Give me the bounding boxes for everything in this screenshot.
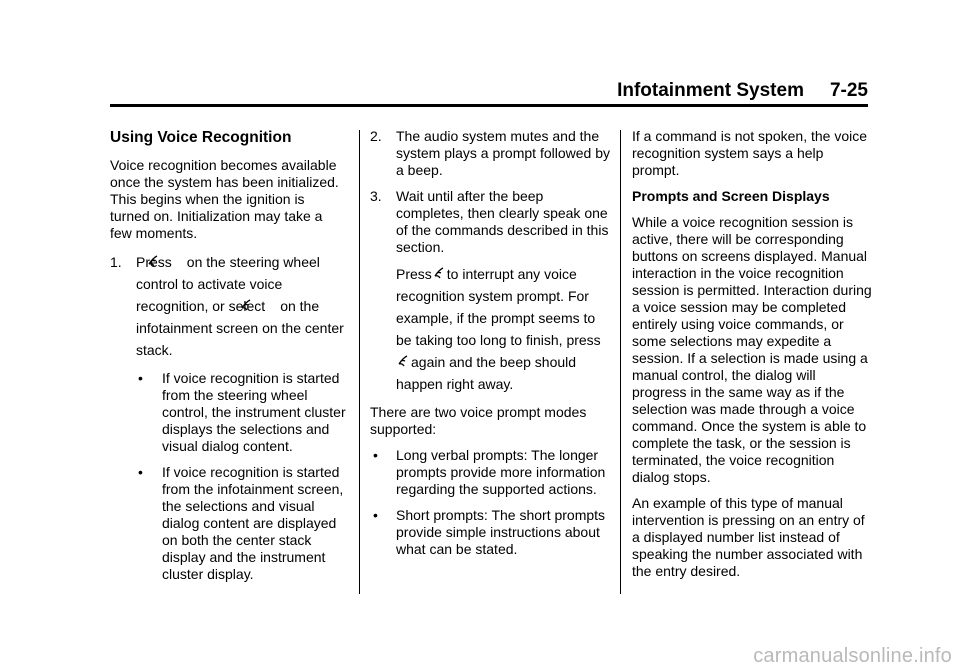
watermark: carmanualsonline.info (753, 645, 952, 667)
bullet-icon: • (138, 370, 143, 386)
paragraph-text: Press (396, 266, 432, 282)
voice-recognition-icon (173, 252, 185, 266)
column-divider-right (620, 130, 621, 594)
intro-paragraph: Voice recognition becomes available once the system has been initialized. This begins when the ignition is turned on. Initialization may take a few moments. (110, 157, 339, 241)
section-heading: Using Voice Recognition (110, 129, 292, 146)
voice-recognition-icon (397, 352, 409, 366)
interrupt-paragraph (370, 263, 610, 395)
step-number: 1. (110, 254, 122, 270)
help-prompt-paragraph: If a command is not spoken, the voice recognition system says a help prompt. (632, 128, 868, 178)
list-item (370, 507, 610, 558)
session-paragraph: While a voice recognition session is active, there will be corresponding buttons on screens displayed. Manual interaction in the voice recognition session is permitted. Interaction during a voice session may be completed entirely using voice commands, or some selections may expedite a session. If a selection is made using a manual control, the dialog will progress in the same way as if the selection was made through a voice command. Once the system is able to complete the task, or the session is terminated, the voice recognition dialog stops. (632, 214, 872, 485)
bullet-icon: • (373, 507, 378, 523)
bullet-icon: • (138, 464, 143, 480)
paragraph-text: again and the beep should happen right away. (396, 354, 577, 392)
step-text: The audio system mutes and the system plays a prompt followed by a beep. (396, 128, 610, 178)
header-rule (110, 104, 868, 107)
bullet-icon: • (373, 447, 378, 463)
voice-recognition-icon (433, 264, 445, 278)
column-divider-left (359, 130, 360, 594)
paragraph-text: to interrupt any voice recognition system prompt. For example, if the prompt seems to be taking too long to finish, press (396, 266, 601, 348)
bullet-text: Long verbal prompts: The longer prompts provide more information regarding the supported actions. (396, 447, 606, 497)
step-text: on the steering wheel control to activate voice recognition, or select (136, 254, 320, 314)
step-1 (110, 251, 348, 361)
step-text: Wait until after the beep completes, then clearly speak one of the commands described in this section. (396, 188, 609, 255)
list-item (370, 447, 610, 498)
bullet-text: If voice recognition is started from the infotainment screen, the selections and visual dialog content are displayed on both the center stack display and the instrument cluster display. (162, 464, 344, 582)
list-item (110, 370, 348, 455)
step-number: 3. (370, 188, 382, 204)
page-number: 7-25 (829, 80, 868, 101)
page-header (617, 80, 868, 102)
bullet-text: Short prompts: The short prompts provide simple instructions about what can be stated. (396, 507, 606, 557)
bullet-text: If voice recognition is started from the steering wheel control, the instrument cluster displays the selections and visual dialog content. (162, 370, 346, 454)
modes-intro: There are two voice prompt modes supported: (370, 404, 587, 437)
voice-recognition-icon (266, 296, 278, 310)
step-text: Press (136, 254, 172, 270)
step-3 (370, 188, 610, 256)
column-3 (632, 128, 872, 589)
list-item (110, 464, 348, 583)
subheading: Prompts and Screen Displays (632, 188, 830, 204)
section-title: Infotainment System (617, 80, 804, 101)
column-1 (110, 128, 348, 592)
step-2 (370, 128, 610, 179)
example-paragraph: An example of this type of manual intervention is pressing on an entry of a displayed number list instead of speaking the number associated with the entry desired. (632, 495, 865, 579)
column-2 (370, 128, 610, 567)
step-number: 2. (370, 128, 382, 144)
step-text: on the infotainment screen on the center stack. (136, 298, 344, 358)
